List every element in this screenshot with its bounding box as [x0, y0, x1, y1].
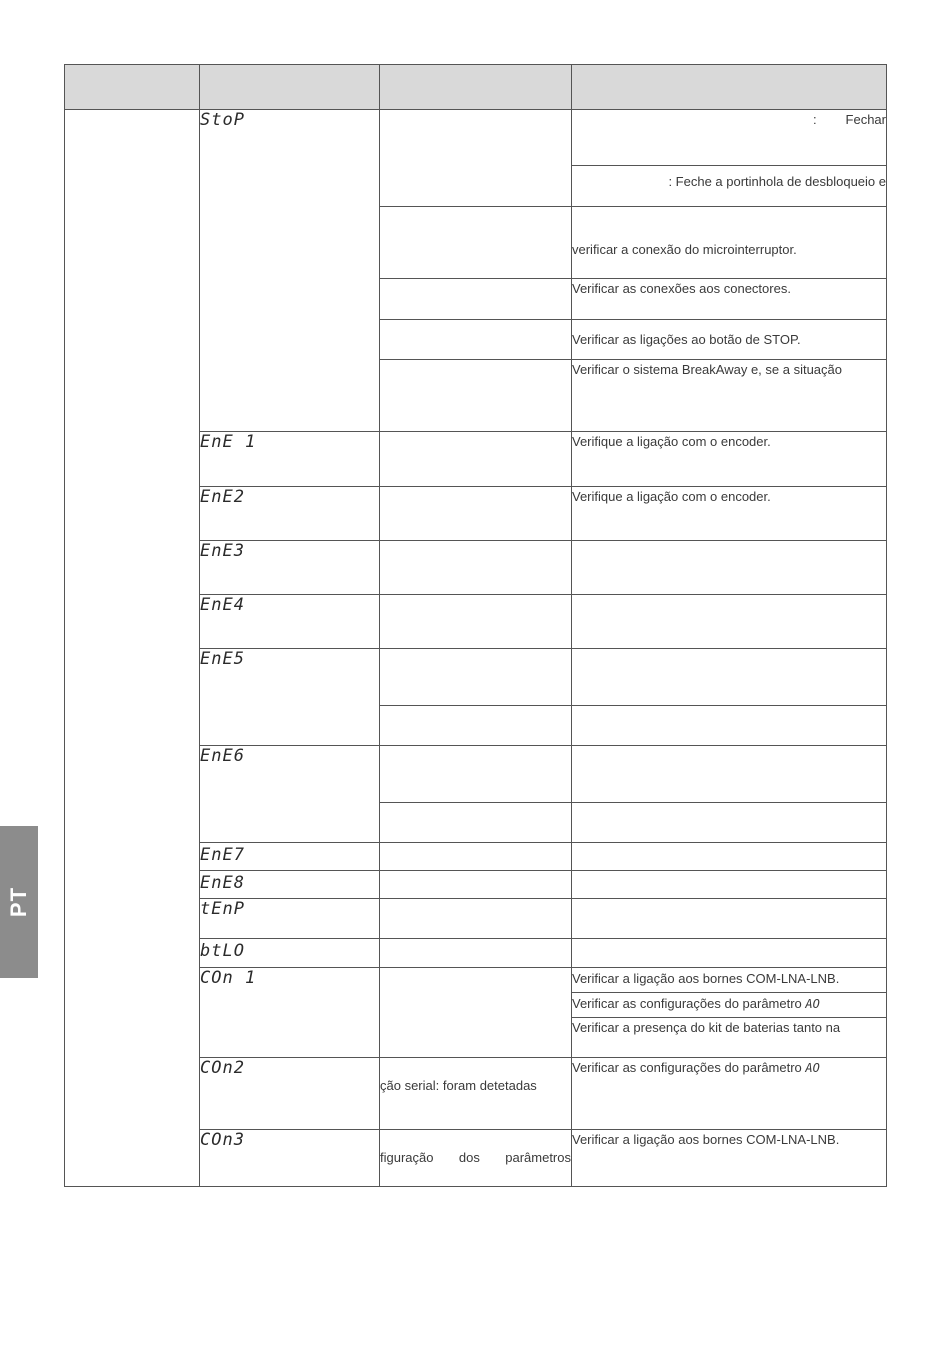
language-tab: [0, 826, 38, 978]
error-code: COn2: [200, 1058, 380, 1130]
cause-cell: [380, 541, 572, 595]
error-code: EnE4: [200, 595, 380, 649]
solution-cell: Verificar as conexões aos conectores.: [572, 279, 887, 320]
header-cell: [200, 65, 380, 110]
error-code: EnE2: [200, 487, 380, 541]
error-code: EnE3: [200, 541, 380, 595]
cause-cell: [380, 595, 572, 649]
header-cell: [572, 65, 887, 110]
solution-cell: verificar a conexão do microinterruptor.: [572, 207, 887, 279]
error-table: [64, 64, 887, 1187]
language-tab-label: PT: [6, 886, 31, 918]
error-code: StoP: [200, 110, 380, 432]
solution-cell: [572, 541, 887, 595]
cause-cell: ção serial: foram detetadas: [380, 1058, 572, 1130]
solution-cell: Verificar o sistema BreakAway e, se a situação: [572, 360, 887, 432]
solution-cell: Verificar a presença do kit de baterias tanto na: [572, 1018, 887, 1058]
solution-cell: : Feche a portinhola de desbloqueio e: [572, 166, 887, 207]
error-code: EnE6: [200, 746, 380, 843]
solution-cell: Verificar as ligações ao botão de STOP.: [572, 320, 887, 360]
cause-cell: [380, 360, 572, 432]
cause-cell: [380, 871, 572, 899]
solution-cell: [572, 843, 887, 871]
cause-cell: [380, 746, 572, 803]
cause-cell: [380, 432, 572, 487]
solution-cell: [572, 706, 887, 746]
table-header-row: [65, 65, 887, 110]
error-code: COn 1: [200, 968, 380, 1058]
cause-cell: [380, 706, 572, 746]
solution-cell: Verificar a ligação aos bornes COM-LNA-LNB.: [572, 968, 887, 993]
cause-cell: [380, 803, 572, 843]
category-cell: [65, 110, 200, 1187]
solution-cell: Verificar a ligação aos bornes COM-LNA-LNB.: [572, 1130, 887, 1187]
solution-cell: [572, 649, 887, 706]
solution-cell: : Fechar: [572, 110, 887, 166]
header-cell: [65, 65, 200, 110]
error-code: EnE 1: [200, 432, 380, 487]
error-code: btLO: [200, 939, 380, 968]
error-code: EnE8: [200, 871, 380, 899]
cause-cell: [380, 968, 572, 1058]
cause-cell: [380, 487, 572, 541]
cause-cell: [380, 320, 572, 360]
solution-cell: [572, 939, 887, 968]
cause-cell: [380, 843, 572, 871]
parameter-code: AO: [805, 997, 820, 1011]
solution-cell: [572, 595, 887, 649]
solution-cell: Verificar as configurações do parâmetro AO: [572, 1058, 887, 1130]
cause-cell: [380, 939, 572, 968]
cause-cell: [380, 649, 572, 706]
error-code: EnE7: [200, 843, 380, 871]
solution-cell: Verificar as configurações do parâmetro AO: [572, 993, 887, 1018]
header-cell: [380, 65, 572, 110]
table-row: [65, 110, 887, 166]
error-code: COn3: [200, 1130, 380, 1187]
solution-cell: [572, 899, 887, 939]
cause-cell: [380, 110, 572, 207]
solution-cell: [572, 803, 887, 843]
solution-cell: [572, 871, 887, 899]
cause-cell: figuração dos parâmetros: [380, 1130, 572, 1187]
solution-cell: Verifique a ligação com o encoder.: [572, 487, 887, 541]
parameter-code: AO: [805, 1061, 820, 1075]
solution-cell: Verifique a ligação com o encoder.: [572, 432, 887, 487]
cause-cell: [380, 279, 572, 320]
error-code: tEnP: [200, 899, 380, 939]
cause-cell: [380, 207, 572, 279]
error-code: EnE5: [200, 649, 380, 746]
cause-cell: [380, 899, 572, 939]
solution-cell: [572, 746, 887, 803]
